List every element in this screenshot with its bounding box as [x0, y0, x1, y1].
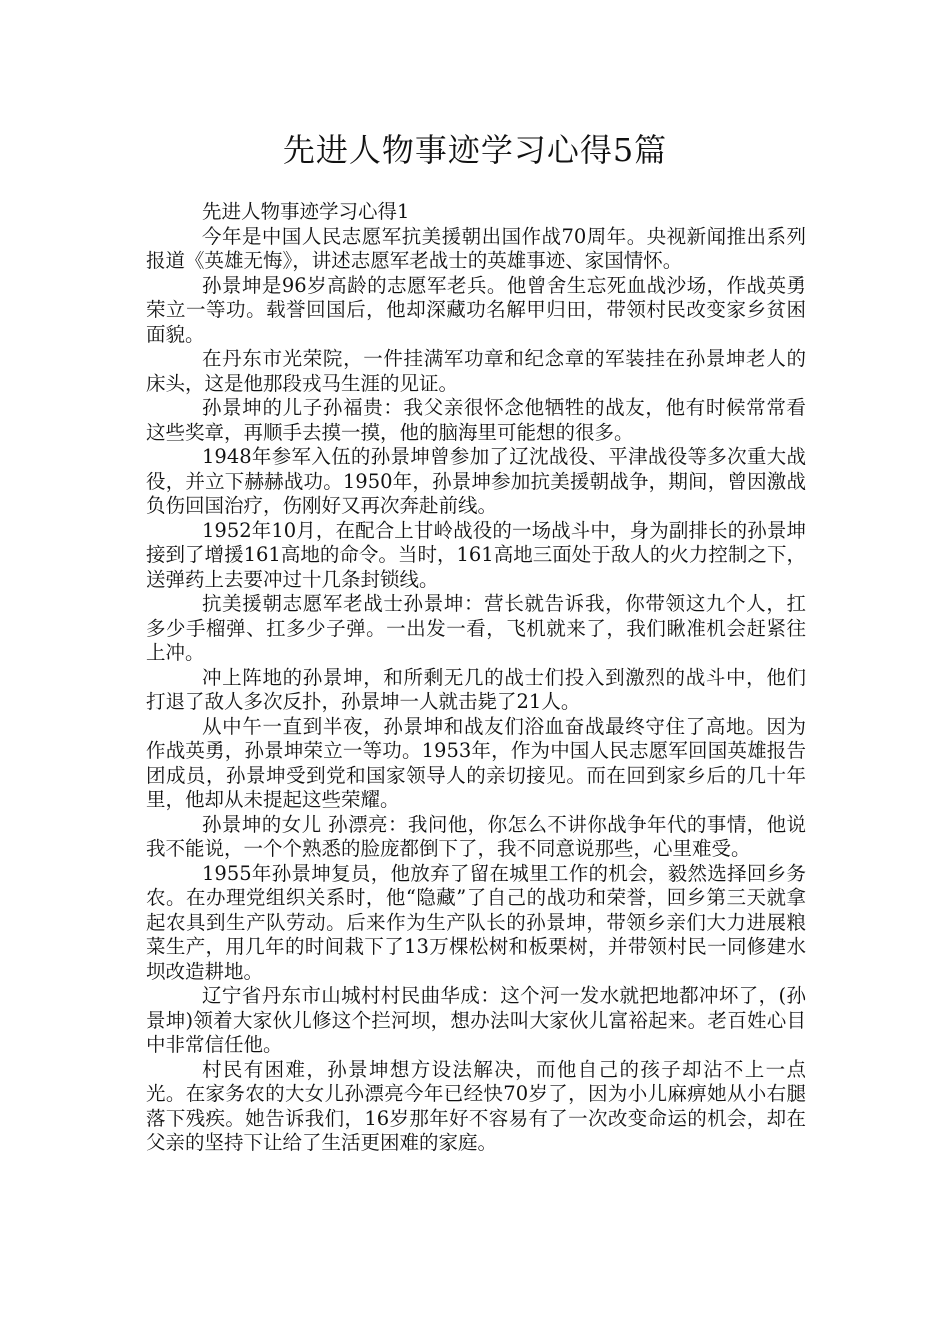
paragraph: 孙景坤的女儿 孙漂亮：我问他，你怎么不讲你战争年代的事情，他说我不能说，一个个熟悉的脸庞都倒下了，我不同意说那些，心里难受。	[146, 812, 806, 860]
paragraph: 1952年10月，在配合上甘岭战役的一场战斗中，身为副排长的孙景坤接到了增援161高地的命令。当时，161高地三面处于敌人的火力控制之下，送弹药上去要冲过十几条封锁线。	[146, 518, 806, 591]
paragraph: 孙景坤是96岁高龄的志愿军老兵。他曾舍生忘死血战沙场，作战英勇荣立一等功。载誉回国后，他却深藏功名解甲归田，带领村民改变家乡贫困面貌。	[146, 273, 806, 346]
paragraph: 1955年孙景坤复员，他放弃了留在城里工作的机会，毅然选择回乡务农。在办理党组织关系时，他“隐藏”了自己的战功和荣誉，回乡第三天就拿起农具到生产队劳动。后来作为生产队长的孙景坤，带领乡亲们大力进展粮菜生产，用几年的时间栽下了13万棵松树和板栗树，并带领村民一同修建水坝改造耕地。	[146, 861, 806, 983]
paragraph: 冲上阵地的孙景坤，和所剩无几的战士们投入到激烈的战斗中，他们打退了敌人多次反扑，孙景坤一人就击毙了21人。	[146, 665, 806, 713]
section-heading: 先进人物事迹学习心得1	[202, 200, 410, 223]
paragraph: 在丹东市光荣院，一件挂满军功章和纪念章的军装挂在孙景坤老人的床头，这是他那段戎马生涯的见证。	[146, 347, 806, 395]
paragraph: 村民有困难，孙景坤想方设法解决，而他自己的孩子却沾不上一点光。在家务农的大女儿孙漂亮今年已经快70岁了，因为小儿麻痹她从小右腿落下残疾。她告诉我们，16岁那年好不容易有了一次改变命运的机会，却在父亲的坚持下让给了生活更困难的家庭。	[146, 1057, 806, 1154]
paragraph: 从中午一直到半夜，孙景坤和战友们浴血奋战最终守住了高地。因为作战英勇，孙景坤荣立一等功。1953年，作为中国人民志愿军回国英雄报告团成员，孙景坤受到党和国家领导人的亲切接见。而在回到家乡后的几十年里，他却从未提起这些荣耀。	[146, 714, 806, 811]
paragraph: 今年是中国人民志愿军抗美援朝出国作战70周年。央视新闻推出系列报道《英雄无悔》，讲述志愿军老战士的英雄事迹、家国情怀。	[146, 224, 806, 272]
paragraph: 辽宁省丹东市山城村村民曲华成：这个河一发水就把地都冲坏了，(孙景坤)领着大家伙儿修这个拦河坝，想办法叫大家伙儿富裕起来。老百姓心目中非常信任他。	[146, 984, 806, 1056]
document-body	[146, 200, 806, 1156]
paragraph: 孙景坤的儿子孙福贵：我父亲很怀念他牺牲的战友，他有时候常常看这些奖章，再顺手去摸一摸，他的脑海里可能想的很多。	[146, 396, 806, 444]
paragraph: 1948年参军入伍的孙景坤曾参加了辽沈战役、平津战役等多次重大战役，并立下赫赫战功。1950年，孙景坤参加抗美援朝战争，期间，曾因激战负伤回国治疗，伤刚好又再次奔赴前线。	[146, 445, 806, 517]
paragraph: 抗美援朝志愿军老战士孙景坤：营长就告诉我，你带领这九个人，扛多少手榴弹、扛多少子弹。一出发一看，飞机就来了，我们瞅准机会赶紧往上冲。	[146, 592, 806, 664]
document-title: 先进人物事迹学习心得5篇	[282, 131, 668, 169]
